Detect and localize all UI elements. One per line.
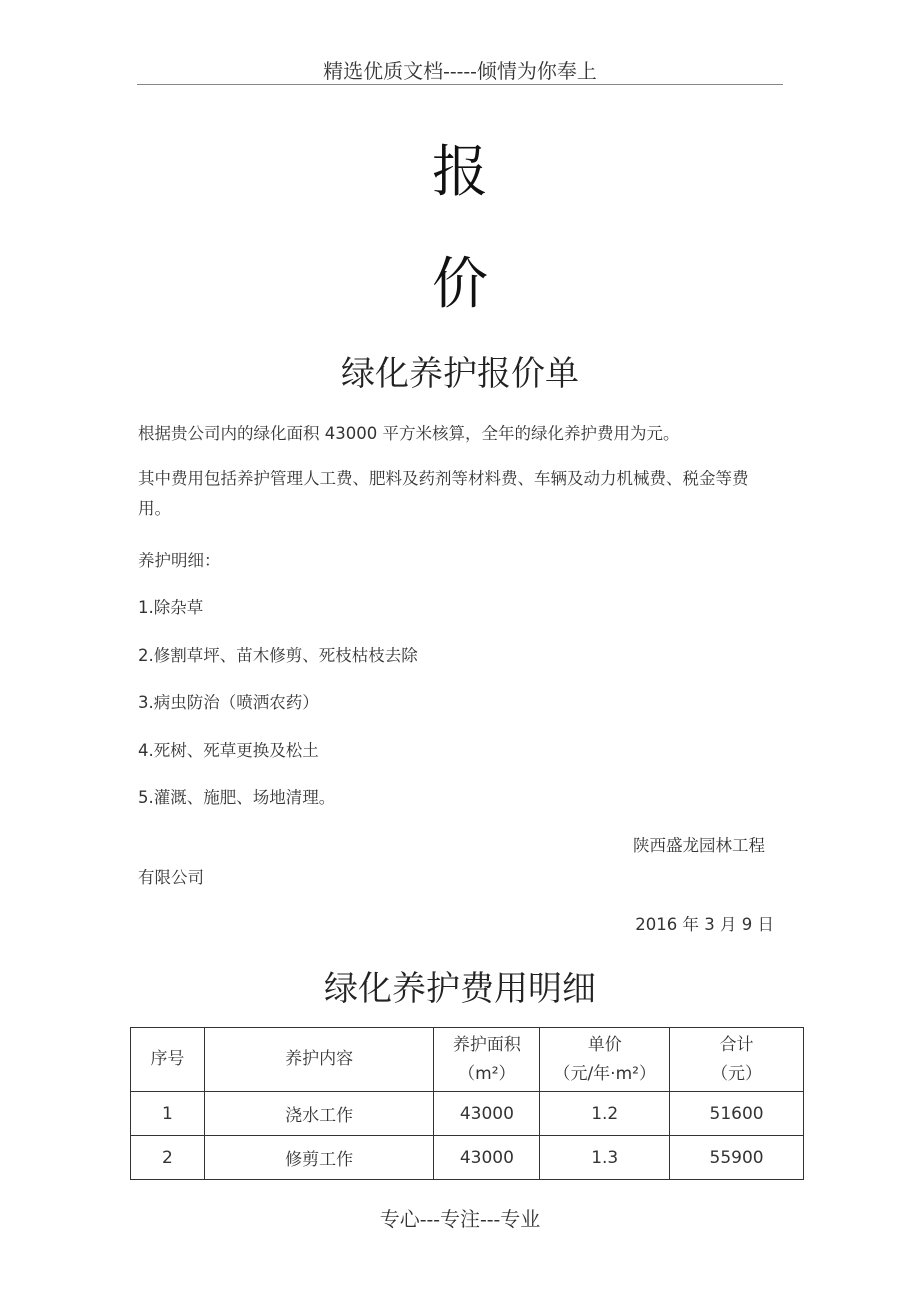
page-footer: 专心---专注---专业 [379, 1207, 541, 1231]
header-total-unit: （元） [711, 1063, 763, 1084]
header-area-unit: （m²） [458, 1063, 516, 1084]
cover-char-jia: 价 [432, 252, 488, 317]
header-divider [137, 84, 783, 85]
header-price [540, 1028, 670, 1092]
header-area [434, 1028, 540, 1092]
cell-content: 修剪工作 [204, 1136, 434, 1180]
cell-total: 51600 [670, 1092, 804, 1136]
quote-date: 2016 年 3 月 9 日 [635, 915, 774, 934]
company-name-line2: 有限公司 [138, 868, 204, 887]
cell-area: 43000 [434, 1092, 540, 1136]
cell-no: 1 [131, 1092, 205, 1136]
header-total-label: 合计 [719, 1034, 754, 1055]
cost-detail-table [130, 1027, 804, 1180]
header-total [670, 1028, 804, 1092]
company-name-line1: 陕西盛龙园林工程 [633, 836, 765, 855]
list-item: 5.灌溉、施肥、场地清理。 [138, 788, 336, 807]
header-price-unit: （元/年·m²） [553, 1063, 656, 1084]
header-area-label: 养护面积 [452, 1034, 521, 1055]
list-item: 1.除杂草 [138, 598, 204, 617]
header-content: 养护内容 [204, 1028, 434, 1092]
cell-area: 43000 [434, 1136, 540, 1180]
cell-no: 2 [131, 1136, 205, 1180]
details-label: 养护明细： [138, 551, 221, 570]
header-no: 序号 [131, 1028, 205, 1092]
quote-intro: 根据贵公司内的绿化面积 43000 平方米核算，全年的绿化养护费用为元。 [138, 424, 680, 443]
list-item: 2.修割草坪、苗木修剪、死枝枯枝去除 [138, 646, 418, 665]
cover-char-bao: 报 [432, 140, 488, 205]
list-item: 4.死树、死草更换及松土 [138, 741, 319, 760]
cell-content: 浇水工作 [204, 1092, 434, 1136]
detail-title: 绿化养护费用明细 [324, 969, 596, 1009]
cell-price: 1.2 [540, 1092, 670, 1136]
quote-costs: 其中费用包括养护管理人工费、肥料及药剂等材料费、车辆及动力机械费、税金等费用。 [138, 469, 749, 518]
quote-title: 绿化养护报价单 [341, 354, 579, 394]
page-header: 精选优质文档-----倾情为你奉上 [323, 59, 597, 83]
list-item: 3.病虫防治（喷洒农药） [138, 693, 319, 712]
header-price-label: 单价 [587, 1034, 622, 1055]
table-header-row [131, 1028, 804, 1092]
table-row [131, 1136, 804, 1180]
cell-price: 1.3 [540, 1136, 670, 1180]
cell-total: 55900 [670, 1136, 804, 1180]
table-row [131, 1092, 804, 1136]
